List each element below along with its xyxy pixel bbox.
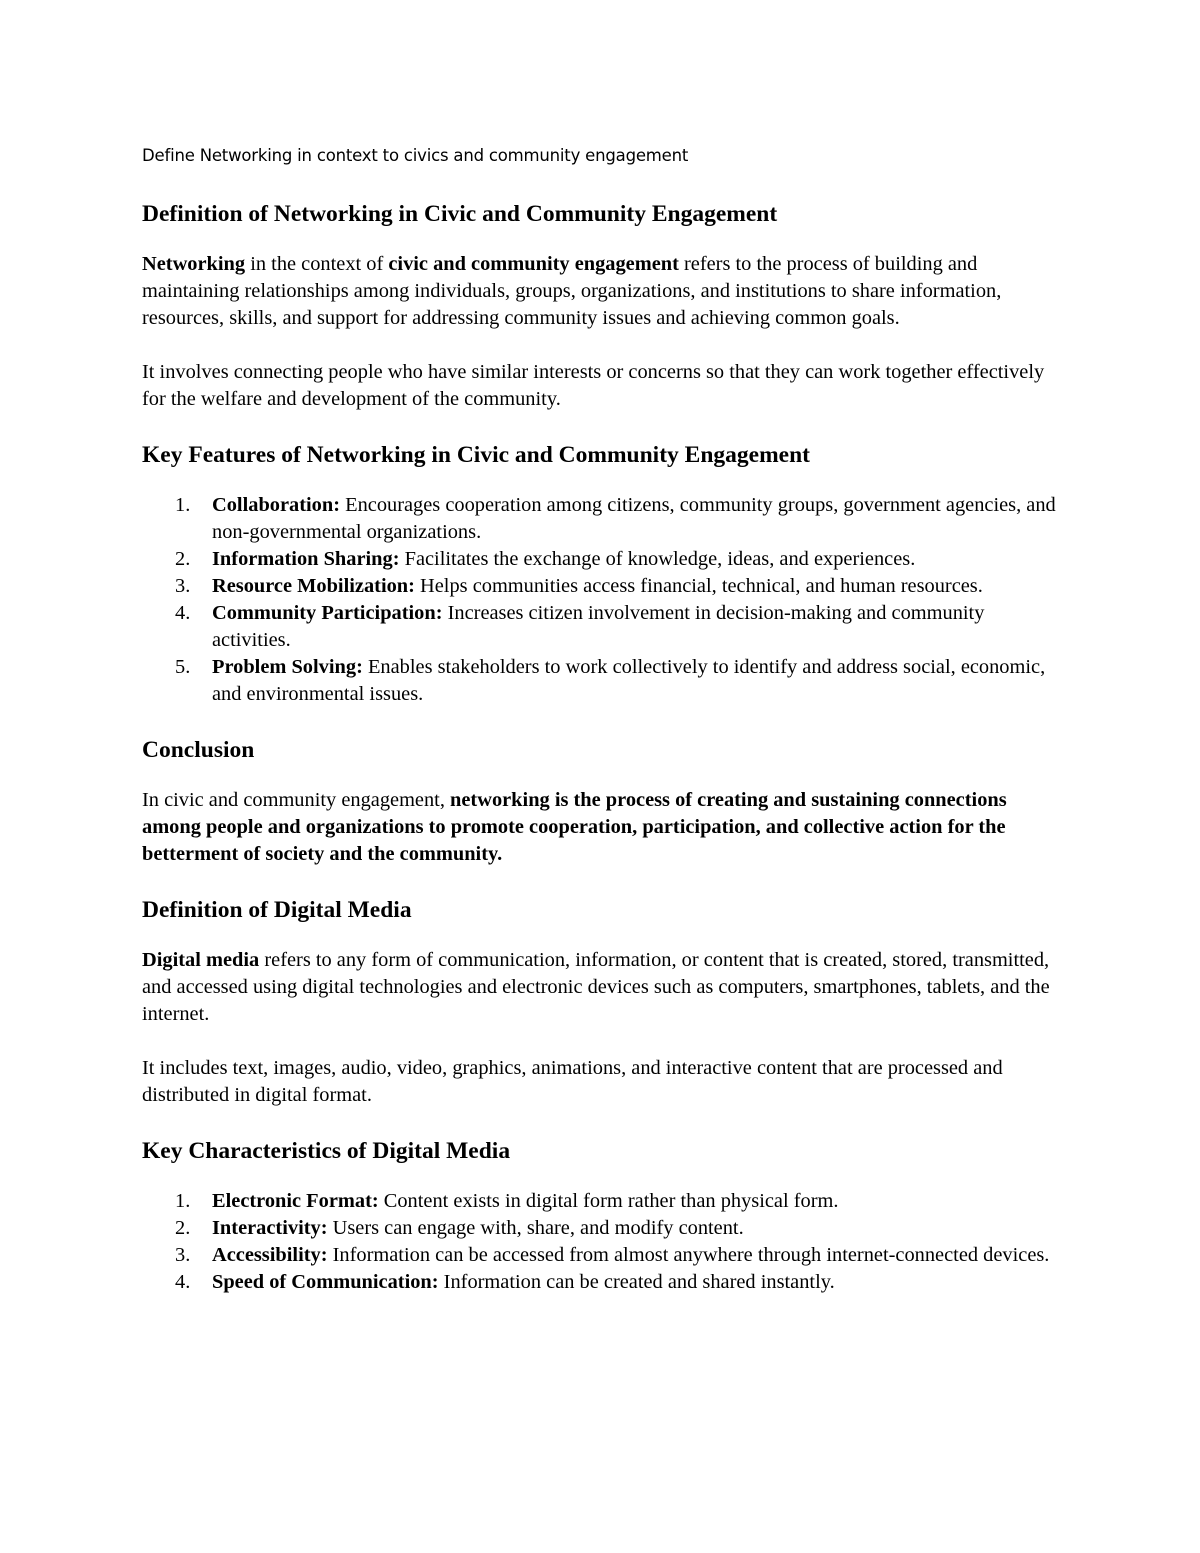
text-run: In civic and community engagement, [142,789,451,811]
list-term: Information Sharing: [212,548,400,570]
term-digital-media: Digital media [142,949,260,971]
list-item [142,492,1062,546]
list-item [142,654,1062,708]
paragraph-networking-involves: It involves connecting people who have similar interests or concerns so that they can work together effectively for the welfare and development of the community. [142,361,1045,410]
list-number: 4. [175,1271,191,1293]
term-civic-engagement: civic and community engagement [388,253,679,275]
text-run: in the context of [245,253,389,275]
list-text: Enables stakeholders to work collectively to identify and address social, economic, and environmental issues. [212,656,1046,705]
document-page [142,144,1062,1323]
paragraph-digital-media-definition [142,947,1062,1028]
list-number: 4. [175,602,191,624]
list-number: 2. [175,548,191,570]
list-number: 3. [175,1244,191,1266]
key-characteristics-list [142,1188,1062,1296]
list-text: Users can engage with, share, and modify content. [327,1217,744,1239]
paragraph-networking-definition [142,251,1062,332]
list-number: 1. [175,494,191,516]
list-term: Resource Mobilization: [212,575,415,597]
list-item [142,1215,1062,1242]
list-text: Information can be accessed from almost anywhere through internet-connected devices. [327,1244,1050,1266]
list-item [142,1269,1062,1296]
heading-conclusion: Conclusion [142,737,255,763]
list-item [142,546,1062,573]
prompt-line: Define Networking in context to civics and community engagement [142,146,689,165]
list-text: Information can be created and shared instantly. [438,1271,835,1293]
list-item [142,1242,1062,1269]
list-term: Community Participation: [212,602,443,624]
list-term: Accessibility: [212,1244,328,1266]
conclusion-bold: networking is the process of creating and sustaining connections among people and organizations to promote cooperation, participation, and collective action for the betterment of society and the community. [142,789,1007,865]
key-features-list [142,492,1062,708]
list-text: Facilitates the exchange of knowledge, ideas, and experiences. [399,548,916,570]
list-term: Collaboration: [212,494,341,516]
heading-key-features: Key Features of Networking in Civic and Community Engagement [142,442,810,468]
list-item [142,600,1062,654]
list-term: Problem Solving: [212,656,363,678]
list-text: Content exists in digital form rather than physical form. [378,1190,839,1212]
list-term: Speed of Communication: [212,1271,439,1293]
list-number: 3. [175,575,191,597]
list-text: Helps communities access financial, technical, and human resources. [414,575,983,597]
text-run: refers to the process of building and maintaining relationships among individuals, groups, organizations, and institutions to share information, resources, skills, and support for addressing community issues and achieving common goals. [142,253,1002,329]
paragraph-conclusion [142,787,1062,868]
heading-digital-media-definition: Definition of Digital Media [142,897,412,923]
list-text: Encourages cooperation among citizens, community groups, government agencies, and non-governmental organizations. [212,494,1056,543]
list-number: 1. [175,1190,191,1212]
paragraph-digital-media-includes: It includes text, images, audio, video, graphics, animations, and interactive content that are processed and distributed in digital format. [142,1057,1003,1106]
heading-key-characteristics: Key Characteristics of Digital Media [142,1138,511,1164]
list-term: Interactivity: [212,1217,328,1239]
list-number: 5. [175,656,191,678]
list-item [142,573,1062,600]
list-term: Electronic Format: [212,1190,379,1212]
term-networking: Networking [142,253,246,275]
heading-networking-definition: Definition of Networking in Civic and Community Engagement [142,201,778,227]
list-text: Increases citizen involvement in decision-making and community activities. [212,602,985,651]
list-item [142,1188,1062,1215]
text-run: refers to any form of communication, information, or content that is created, stored, transmitted, and accessed using digital technologies and electronic devices such as computers, smartphones, tablets, and the internet. [142,949,1050,1025]
list-number: 2. [175,1217,191,1239]
